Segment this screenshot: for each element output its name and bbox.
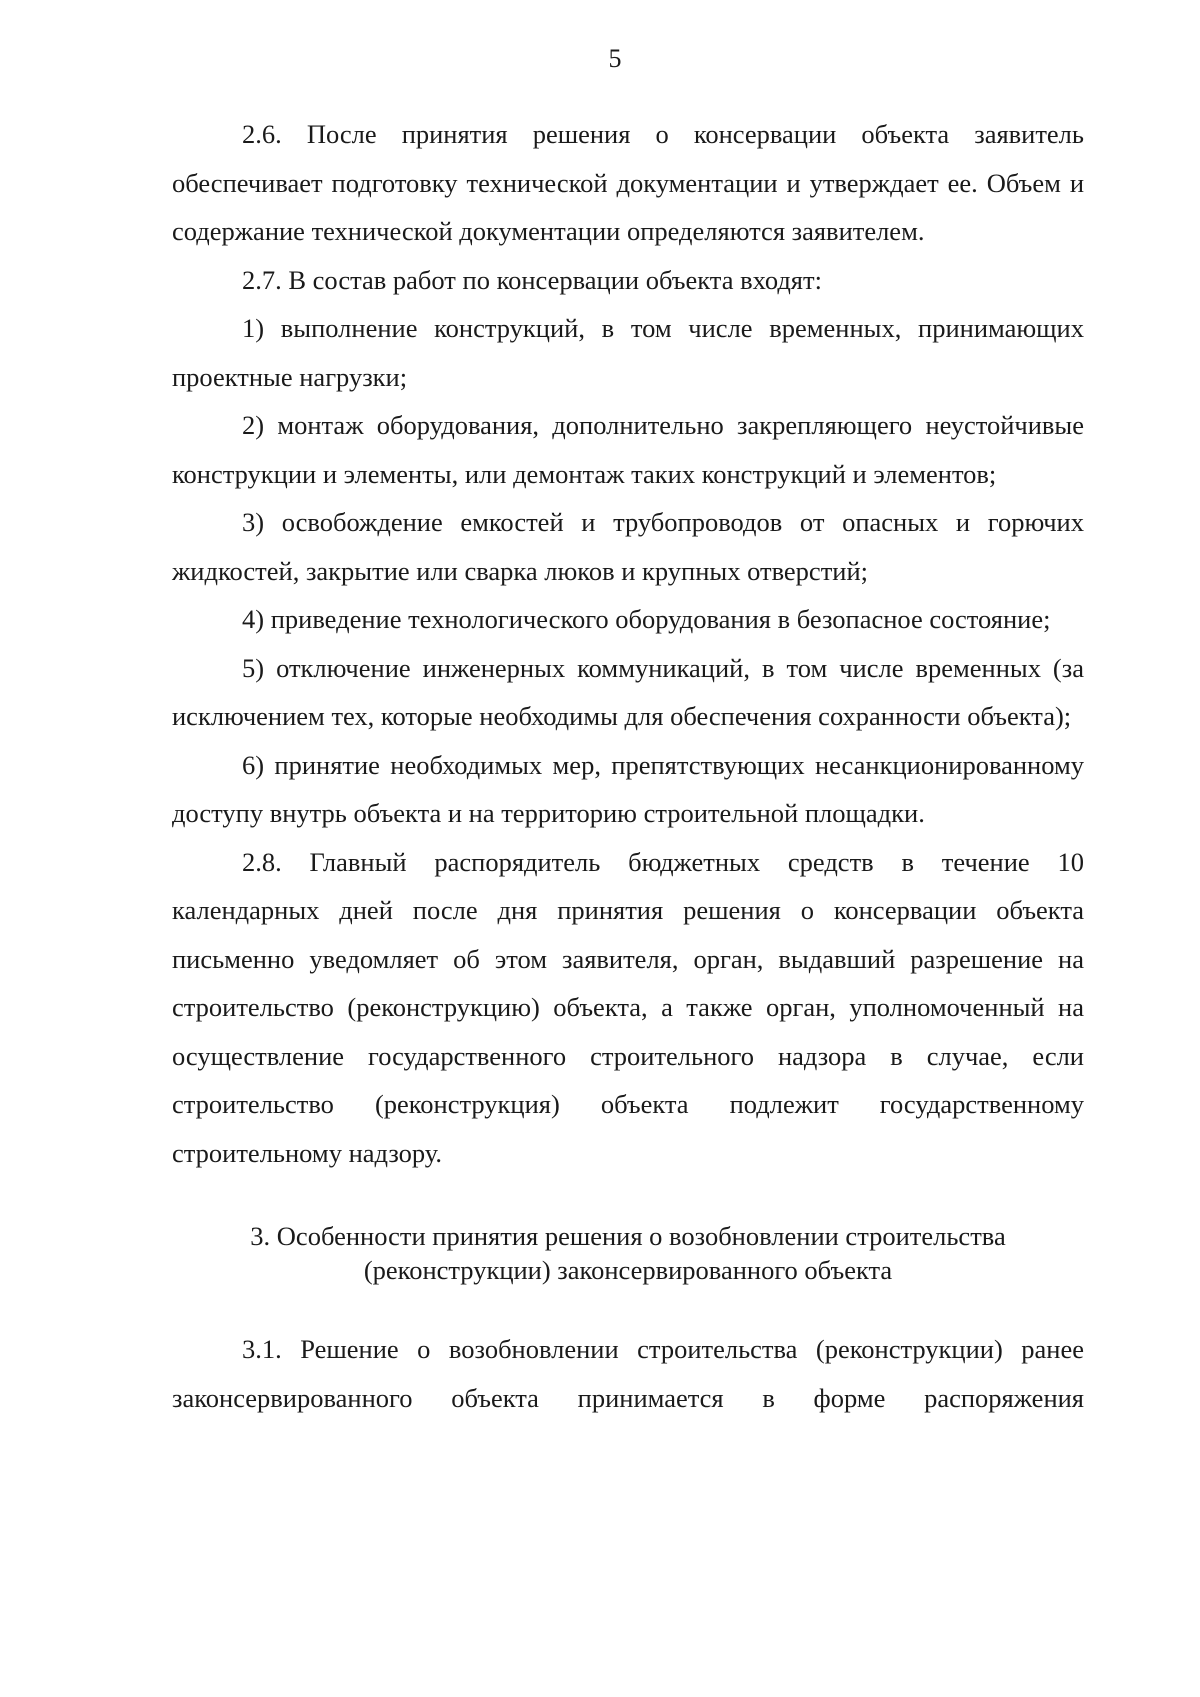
list-item-1: 1) выполнение конструкций, в том числе временных, принимающих проектные нагрузки;	[172, 313, 1084, 392]
paragraph-2-6: 2.6. После принятия решения о консервации объекта заявитель обеспечивает подготовку технической документации и утверждает ее. Объем и содержание технической документации определяются заявителем.	[172, 119, 1084, 246]
list-item-3: 3) освобождение емкостей и трубопроводов от опасных и горючих жидкостей, закрытие или сварка люков и крупных отверстий;	[172, 507, 1084, 586]
list-item-6: 6) принятие необходимых мер, препятствующих несанкционированному доступу внутрь объекта и на территорию строительной площадки.	[172, 749, 1084, 828]
paragraph-2-7: 2.7. В состав работ по консервации объекта входят:	[242, 264, 822, 295]
section-3-heading	[172, 1177, 1084, 1325]
list-item-5: 5) отключение инженерных коммуникаций, в том числе временных (за исключением тех, которые необходимы для обеспечения сохранности объекта);	[172, 652, 1084, 731]
section-heading-line-1: 3. Особенности принятия решения о возобновлении строительства	[250, 1221, 1006, 1251]
page-number: 5	[608, 44, 622, 73]
document-body	[172, 110, 1084, 1422]
paragraph-3-1: 3.1. Решение о возобновлении строительства (реконструкции) ранее законсервированного объекта принимается в форме распоряжения	[172, 1334, 1084, 1413]
section-heading-line-2: (реконструкции) законсервированного объекта	[363, 1255, 893, 1285]
list-item-2: 2) монтаж оборудования, дополнительно закрепляющего неустойчивые конструкции и элементы, или демонтаж таких конструкций и элементов;	[172, 410, 1084, 489]
list-item-4: 4) приведение технологического оборудования в безопасное состояние;	[242, 604, 1051, 634]
paragraph-2-8: 2.8. Главный распорядитель бюджетных средств в течение 10 календарных дней после дня принятия решения о консервации объекта письменно уведомляет об этом заявителя, орган, выдавший разрешение на строительство (реконструкцию) объекта, а также орган, уполномоченный на осуществление государственного строительного надзора в случае, если строительство (реконструкция) объекта подлежит государственному строительному надзору.	[172, 846, 1084, 1168]
